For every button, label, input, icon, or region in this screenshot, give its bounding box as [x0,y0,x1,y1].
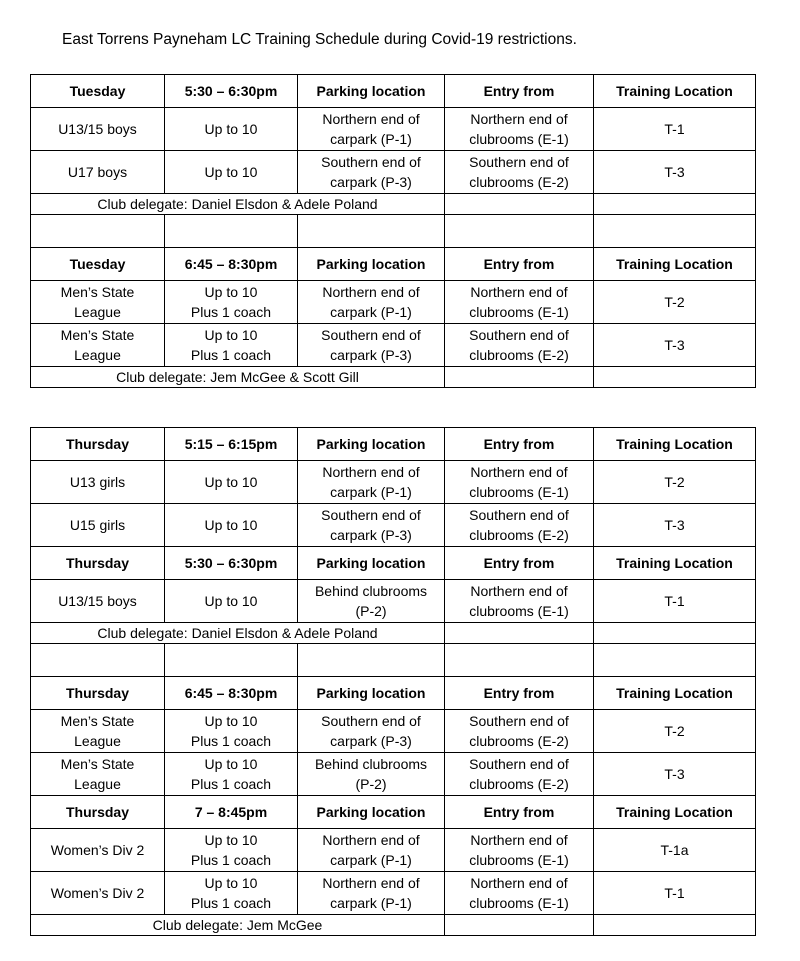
empty-cell [594,367,756,388]
cell-line: Plus 1 coach [190,776,272,792]
table-cell [445,753,594,796]
cell-line: League [74,304,121,320]
empty-cell [445,367,594,388]
session-header-row [31,75,756,108]
table-cell [298,324,445,367]
cell-line: clubrooms (E-2) [469,733,569,749]
header-cell: Thursday [31,677,165,710]
table-row [31,281,756,324]
header-cell: Parking location [298,248,445,281]
header-cell: Thursday [31,796,165,829]
table-row [31,829,756,872]
cell-line: Southern end of [469,713,569,729]
cell-line: League [74,733,121,749]
cell-line: U17 boys [67,164,128,180]
table-cell [31,504,165,547]
cell-line: U13 girls [69,474,126,490]
table-cell [445,461,594,504]
table-row [31,324,756,367]
cell-line: Northern end of [322,464,420,480]
cell-line: Up to 10 [204,517,258,533]
cell-line: Plus 1 coach [190,304,272,320]
cell-line: T-1 [664,121,685,137]
header-cell: Training Location [594,796,756,829]
cell-line: Women’s Div 2 [50,885,145,901]
table-cell [594,108,756,151]
cell-line: carpark (P-3) [330,174,412,190]
cell-line: Up to 10 [204,593,258,609]
cell-line: carpark (P-1) [330,852,412,868]
table-row [31,580,756,623]
table-cell [298,151,445,194]
table-cell [298,504,445,547]
cell-line: Behind clubrooms [314,756,428,772]
table-cell [31,108,165,151]
club-delegate-row [31,194,756,215]
header-cell: Entry from [445,547,594,580]
cell-line: T-3 [664,517,685,533]
table-row [31,151,756,194]
header-cell: Tuesday [31,248,165,281]
empty-cell [594,623,756,644]
table-cell [594,281,756,324]
cell-line: Up to 10 [204,474,258,490]
table-cell [165,151,298,194]
header-cell: 6:45 – 8:30pm [165,248,298,281]
header-cell: Parking location [298,547,445,580]
table-cell [298,461,445,504]
table-cell [445,324,594,367]
cell-line: Behind clubrooms [314,583,428,599]
table-row [31,872,756,915]
thursday-schedule-table [30,427,756,936]
table-row [31,461,756,504]
cell-line: Northern end of [470,111,568,127]
cell-line: League [74,347,121,363]
header-cell: Parking location [298,677,445,710]
cell-line: T-3 [664,337,685,353]
cell-line: Northern end of [470,875,568,891]
cell-line: Southern end of [469,154,569,170]
cell-line: Up to 10 [204,832,258,848]
table-cell [445,580,594,623]
cell-line: U15 girls [69,517,126,533]
session-header-row [31,428,756,461]
table-cell [445,151,594,194]
cell-line: T-2 [664,474,685,490]
table-cell [165,504,298,547]
club-delegate-cell: Club delegate: Jem McGee [31,915,445,936]
header-cell: Entry from [445,248,594,281]
header-cell: Training Location [594,547,756,580]
table-cell [298,710,445,753]
table-cell [165,324,298,367]
club-delegate-row [31,623,756,644]
table-cell [594,710,756,753]
table-cell [165,753,298,796]
table-cell [31,281,165,324]
cell-line: Men’s State [60,756,135,772]
spacer-row [31,644,756,677]
table-cell [165,710,298,753]
table-cell [31,461,165,504]
table-cell [594,753,756,796]
table-cell [31,151,165,194]
cell-line: clubrooms (E-1) [469,484,569,500]
cell-line: Southern end of [321,507,421,523]
header-cell: Training Location [594,75,756,108]
cell-line: Southern end of [321,327,421,343]
table-cell [165,872,298,915]
table-cell [594,580,756,623]
cell-line: clubrooms (E-1) [469,131,569,147]
cell-line: T-2 [664,723,685,739]
cell-line: Northern end of [470,464,568,480]
club-delegate-cell: Club delegate: Daniel Elsdon & Adele Poland [31,623,445,644]
cell-line: Up to 10 [204,875,258,891]
cell-line: U13/15 boys [58,593,137,609]
empty-cell [165,644,298,677]
table-cell [594,872,756,915]
header-cell: 6:45 – 8:30pm [165,677,298,710]
header-cell: Training Location [594,677,756,710]
table-cell [298,872,445,915]
table-cell [31,580,165,623]
table-cell [594,151,756,194]
table-cell [165,580,298,623]
cell-line: Men’s State [60,327,135,343]
cell-line: Up to 10 [204,284,258,300]
document-title: East Torrens Payneham LC Training Schedule during Covid-19 restrictions. [62,31,577,48]
session-header-row [31,248,756,281]
cell-line: carpark (P-3) [330,733,412,749]
table-cell [165,108,298,151]
cell-line: Up to 10 [204,164,258,180]
empty-cell [445,644,594,677]
table-cell [594,324,756,367]
table-row [31,753,756,796]
empty-cell [594,915,756,936]
table-cell [298,108,445,151]
cell-line: Southern end of [469,327,569,343]
header-cell: Entry from [445,75,594,108]
cell-line: Up to 10 [204,121,258,137]
club-delegate-cell: Club delegate: Daniel Elsdon & Adele Poland [31,194,445,215]
empty-cell [594,194,756,215]
tuesday-schedule-table [30,74,756,388]
cell-line: Northern end of [322,832,420,848]
table-cell [594,504,756,547]
cell-line: clubrooms (E-1) [469,895,569,911]
cell-line: Men’s State [60,713,135,729]
table-row [31,108,756,151]
header-cell: Parking location [298,428,445,461]
cell-line: clubrooms (E-2) [469,347,569,363]
header-cell: Thursday [31,547,165,580]
header-cell: 5:15 – 6:15pm [165,428,298,461]
cell-line: (P-2) [355,776,387,792]
cell-line: clubrooms (E-2) [469,776,569,792]
cell-line: carpark (P-3) [330,527,412,543]
cell-line: Plus 1 coach [190,852,272,868]
empty-cell [445,215,594,248]
table-cell [31,829,165,872]
cell-line: T-1 [664,885,685,901]
table-row [31,710,756,753]
cell-line: T-2 [664,294,685,310]
table-cell [445,710,594,753]
table-cell [165,829,298,872]
header-cell: Parking location [298,75,445,108]
cell-line: Southern end of [321,154,421,170]
cell-line: Northern end of [322,111,420,127]
table-cell [445,281,594,324]
cell-line: clubrooms (E-1) [469,603,569,619]
cell-line: clubrooms (E-1) [469,852,569,868]
table-cell [298,281,445,324]
table-cell [594,461,756,504]
cell-line: Northern end of [470,583,568,599]
header-cell: Entry from [445,428,594,461]
table-cell [31,710,165,753]
cell-line: Up to 10 [204,713,258,729]
header-cell: Entry from [445,677,594,710]
cell-line: carpark (P-3) [330,347,412,363]
cell-line: Southern end of [469,507,569,523]
empty-cell [298,644,445,677]
table-cell [165,461,298,504]
table-cell [298,753,445,796]
empty-cell [31,215,165,248]
session-header-row [31,547,756,580]
table-cell [594,829,756,872]
header-cell: 7 – 8:45pm [165,796,298,829]
table-cell [445,108,594,151]
table-cell [165,281,298,324]
empty-cell [594,644,756,677]
club-delegate-row [31,915,756,936]
cell-line: T-1a [660,842,689,858]
empty-cell [298,215,445,248]
cell-line: Southern end of [469,756,569,772]
cell-line: Up to 10 [204,327,258,343]
cell-line: Northern end of [322,875,420,891]
header-cell: Parking location [298,796,445,829]
table-row [31,504,756,547]
empty-cell [165,215,298,248]
cell-line: Northern end of [470,284,568,300]
club-delegate-cell: Club delegate: Jem McGee & Scott Gill [31,367,445,388]
header-cell: Training Location [594,248,756,281]
cell-line: clubrooms (E-1) [469,304,569,320]
table-cell [445,829,594,872]
cell-line: Plus 1 coach [190,733,272,749]
cell-line: Northern end of [322,284,420,300]
table-cell [298,580,445,623]
cell-line: League [74,776,121,792]
spacer-row [31,215,756,248]
cell-line: U13/15 boys [58,121,137,137]
empty-cell [31,644,165,677]
cell-line: T-3 [664,766,685,782]
cell-line: (P-2) [355,603,387,619]
cell-line: carpark (P-1) [330,304,412,320]
cell-line: Northern end of [470,832,568,848]
cell-line: carpark (P-1) [330,484,412,500]
cell-line: Southern end of [321,713,421,729]
cell-line: Men’s State [60,284,135,300]
table-cell [298,829,445,872]
cell-line: Plus 1 coach [190,347,272,363]
cell-line: T-1 [664,593,685,609]
empty-cell [445,623,594,644]
cell-line: Up to 10 [204,756,258,772]
session-header-row [31,677,756,710]
empty-cell [594,215,756,248]
table-cell [31,753,165,796]
header-cell: 5:30 – 6:30pm [165,547,298,580]
table-cell [31,324,165,367]
cell-line: carpark (P-1) [330,131,412,147]
header-cell: Tuesday [31,75,165,108]
cell-line: clubrooms (E-2) [469,527,569,543]
club-delegate-row [31,367,756,388]
cell-line: Women’s Div 2 [50,842,145,858]
empty-cell [445,194,594,215]
header-cell: Training Location [594,428,756,461]
header-cell: Entry from [445,796,594,829]
empty-cell [445,915,594,936]
table-cell [31,872,165,915]
header-cell: 5:30 – 6:30pm [165,75,298,108]
cell-line: clubrooms (E-2) [469,174,569,190]
cell-line: T-3 [664,164,685,180]
header-cell: Thursday [31,428,165,461]
table-cell [445,504,594,547]
session-header-row [31,796,756,829]
table-cell [445,872,594,915]
cell-line: carpark (P-1) [330,895,412,911]
cell-line: Plus 1 coach [190,895,272,911]
